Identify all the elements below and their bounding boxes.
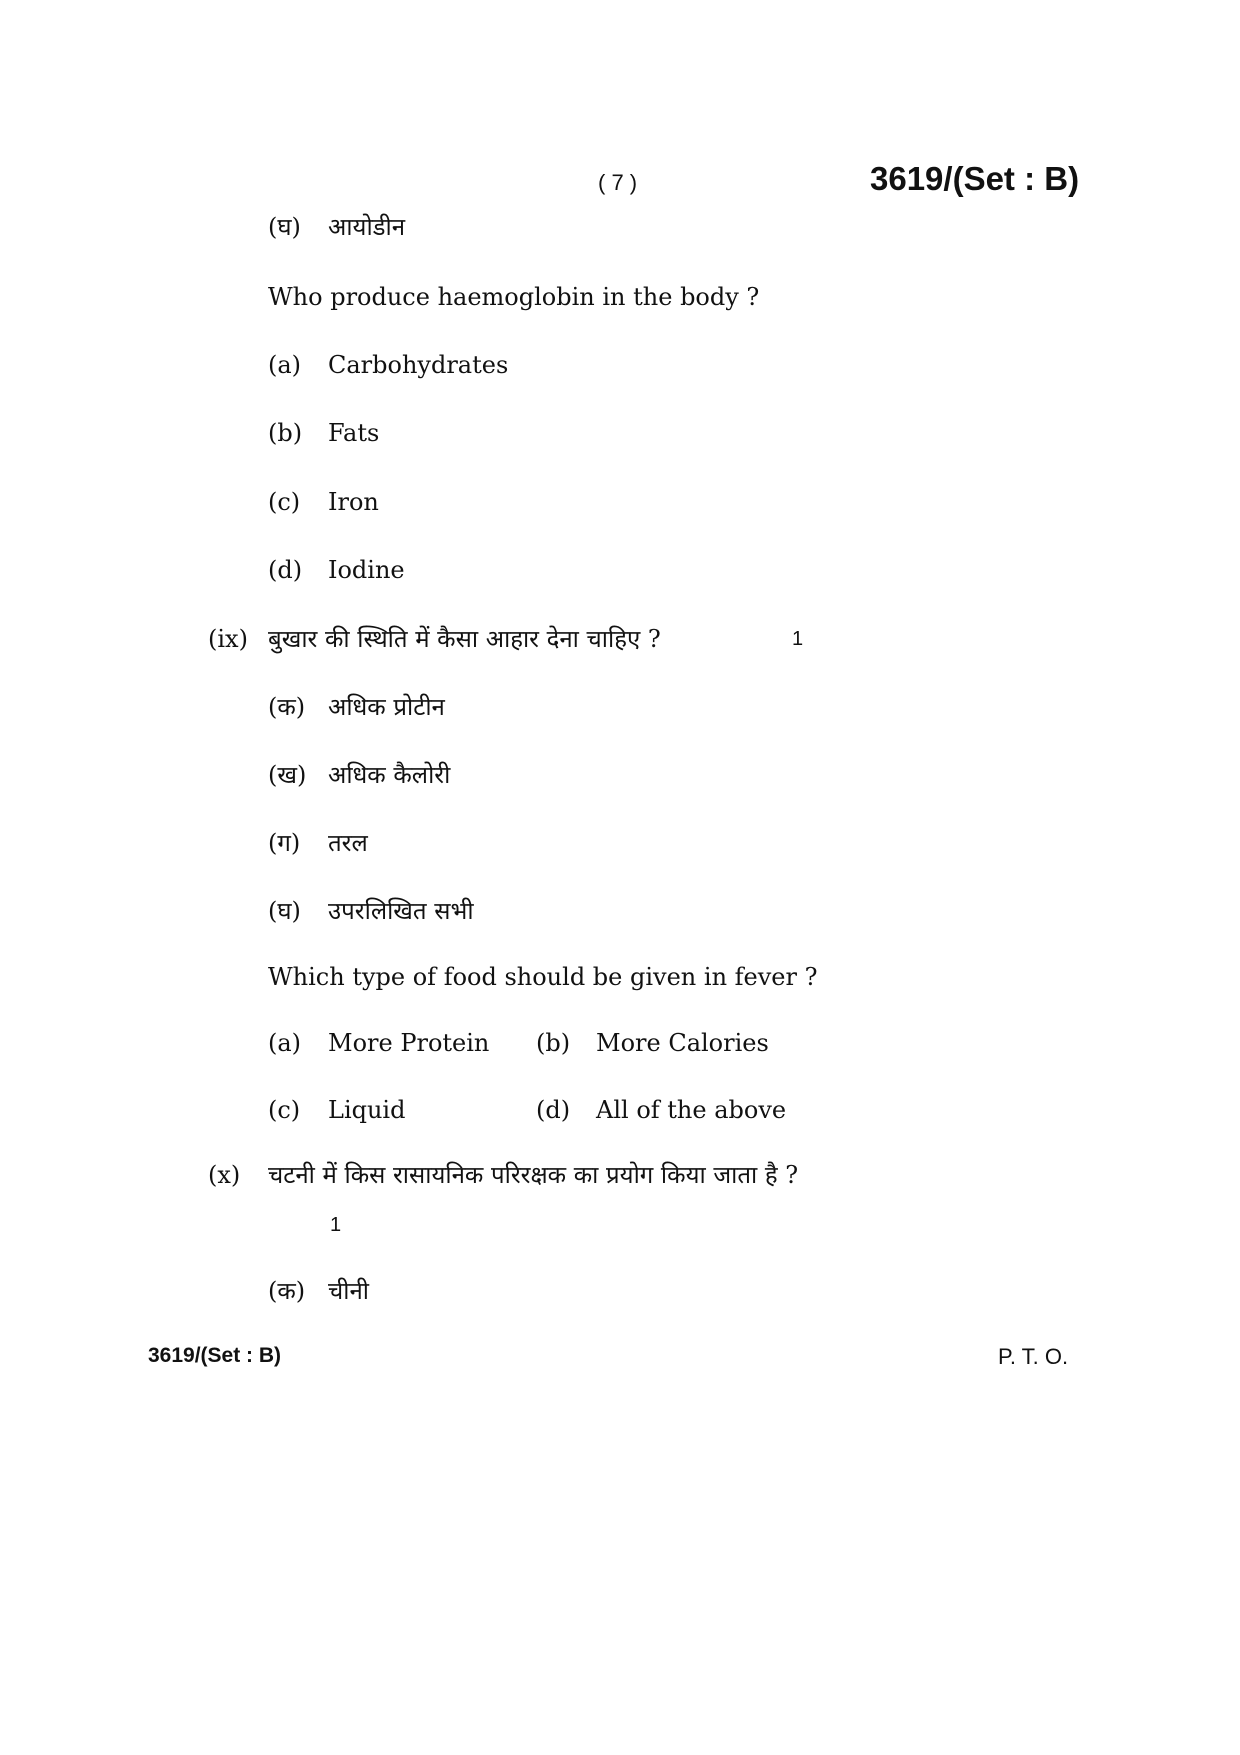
option-text: Carbohydrates: [328, 351, 509, 379]
option-label: (घ): [268, 213, 301, 241]
option-label: (d): [268, 556, 303, 584]
option-label: (c): [268, 1096, 301, 1124]
question-text-english: Which type of food should be given in fever ?: [268, 963, 818, 991]
option-label: (ख): [268, 761, 307, 789]
option-label: (c): [268, 488, 301, 516]
option-label: (क): [268, 693, 306, 721]
option-label: (क): [268, 1277, 306, 1305]
marks: 1: [330, 1214, 342, 1236]
option-text: अधिक कैलोरी: [328, 761, 451, 789]
option-text: Fats: [328, 419, 380, 447]
option-text: अधिक प्रोटीन: [328, 693, 445, 721]
question-text-hindi: बुखार की स्थिति में कैसा आहार देना चाहिए ?: [268, 625, 661, 653]
question-number: (ix): [208, 625, 248, 653]
option-text: More Calories: [596, 1029, 769, 1057]
option-text: All of the above: [596, 1096, 787, 1124]
option-label: (a): [268, 1029, 302, 1057]
option-label: (b): [536, 1029, 571, 1057]
option-label: (a): [268, 351, 302, 379]
page-number: ( 7 ): [598, 170, 638, 195]
option-text: More Protein: [328, 1029, 490, 1057]
option-label: (ग): [268, 829, 301, 857]
question-text-english: Who produce haemoglobin in the body ?: [268, 283, 760, 311]
option-label: (घ): [268, 897, 301, 925]
option-text: Liquid: [328, 1096, 406, 1124]
pto-label: P. T. O.: [998, 1344, 1069, 1369]
option-text: आयोडीन: [328, 213, 406, 241]
question-number: (x): [208, 1161, 241, 1189]
option-text: Iodine: [328, 556, 405, 584]
option-text: चीनी: [328, 1277, 369, 1305]
option-text: Iron: [328, 488, 379, 516]
option-label: (d): [536, 1096, 571, 1124]
paper-code-header: 3619/(Set : B): [870, 160, 1080, 197]
option-text: तरल: [328, 829, 368, 857]
marks: 1: [792, 628, 804, 650]
option-text: उपरलिखित सभी: [328, 897, 474, 925]
paper-code-footer: 3619/(Set : B): [148, 1344, 282, 1367]
option-label: (b): [268, 419, 303, 447]
question-text-hindi: चटनी में किस रासायनिक परिरक्षक का प्रयोग किया जाता है ?: [268, 1161, 799, 1189]
